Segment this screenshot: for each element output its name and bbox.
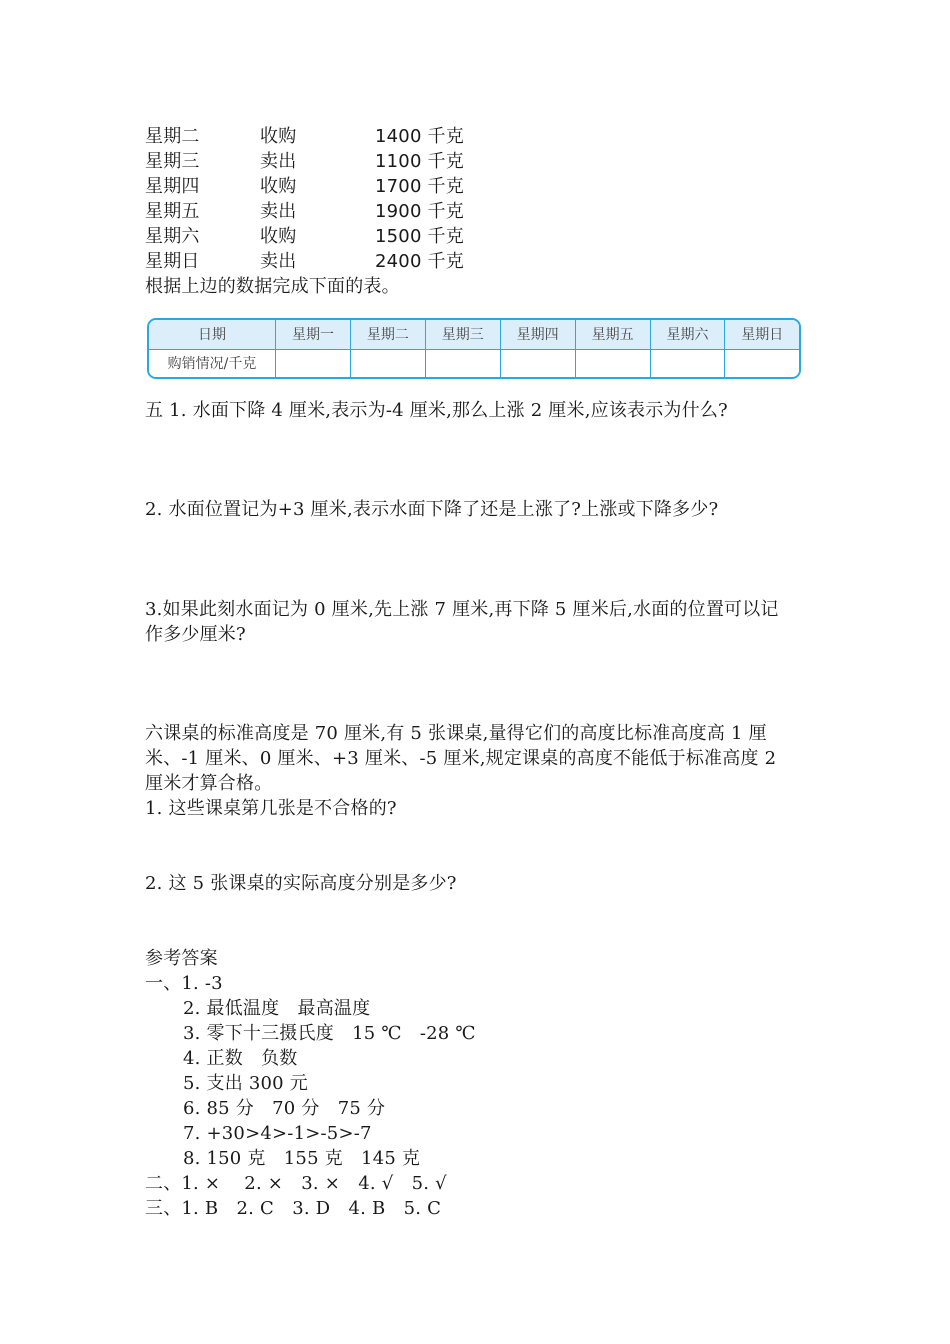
- section5-question-1: 五 1. 水面下降 4 厘米,表示为-4 厘米,那么上涨 2 厘米,应该表示为什么?: [145, 400, 728, 421]
- table-day-header: 星期一: [276, 320, 351, 349]
- table-header-row: [149, 320, 799, 349]
- table-day-header: 星期二: [350, 320, 425, 349]
- answers-part1-item: 4. 正数 负数: [183, 1048, 298, 1069]
- answers-part1-item: 8. 150 克 155 克 145 克: [183, 1148, 421, 1169]
- table-row-label: 购销情况/千克: [149, 349, 276, 377]
- table-day-header: 星期五: [575, 320, 650, 349]
- sales-table: [147, 318, 801, 379]
- table-blank-cell[interactable]: [725, 349, 799, 377]
- record-amount: 1100 千克: [375, 151, 464, 172]
- record-action: 卖出: [260, 251, 297, 272]
- record-amount: 1400 千克: [375, 126, 464, 147]
- answers-part1-item: 5. 支出 300 元: [183, 1073, 308, 1094]
- record-day: 星期二: [145, 126, 200, 147]
- answers-part1-item: 3. 零下十三摄氏度 15 ℃ -28 ℃: [183, 1023, 476, 1044]
- section5-question-3-line1: 3.如果此刻水面记为 0 厘米,先上涨 7 厘米,再下降 5 厘米后,水面的位置可以记: [145, 599, 779, 620]
- table-intro: 根据上边的数据完成下面的表。: [145, 276, 400, 297]
- record-action: 收购: [260, 126, 297, 147]
- section6-question-1: 1. 这些课桌第几张是不合格的?: [145, 798, 397, 819]
- table-day-header: 星期日: [725, 320, 799, 349]
- answers-part1-item: 6. 85 分 70 分 75 分: [183, 1098, 386, 1119]
- table-blank-cell[interactable]: [276, 349, 351, 377]
- record-day: 星期日: [145, 251, 200, 272]
- table-blank-cell[interactable]: [350, 349, 425, 377]
- record-day: 星期五: [145, 201, 200, 222]
- table-day-header: 星期三: [425, 320, 500, 349]
- record-action: 卖出: [260, 151, 297, 172]
- section6-intro-line2: 米、-1 厘米、0 厘米、+3 厘米、-5 厘米,规定课桌的高度不能低于标准高度 2: [145, 748, 777, 769]
- record-action: 收购: [260, 176, 297, 197]
- section5-question-2: 2. 水面位置记为+3 厘米,表示水面下降了还是上涨了?上涨或下降多少?: [145, 499, 719, 520]
- table-day-header: 星期六: [650, 320, 725, 349]
- record-day: 星期四: [145, 176, 200, 197]
- record-amount: 1700 千克: [375, 176, 464, 197]
- table-day-header: 星期四: [500, 320, 575, 349]
- answers-part1-item: 7. +30>4>-1>-5>-7: [183, 1123, 372, 1144]
- record-day: 星期三: [145, 151, 200, 172]
- record-amount: 1500 千克: [375, 226, 464, 247]
- table-corner-cell: 日期: [149, 320, 276, 349]
- answers-part2: 二、1. × 2. × 3. × 4. √ 5. √: [145, 1173, 447, 1194]
- table-blank-cell[interactable]: [575, 349, 650, 377]
- answers-part3: 三、1. B 2. C 3. D 4. B 5. C: [145, 1198, 442, 1219]
- table-blank-cell[interactable]: [500, 349, 575, 377]
- section5-question-3-line2: 作多少厘米?: [145, 624, 246, 645]
- answers-part1-item1: 一、1. -3: [145, 973, 223, 994]
- table-blank-cell[interactable]: [650, 349, 725, 377]
- record-day: 星期六: [145, 226, 200, 247]
- record-action: 卖出: [260, 201, 297, 222]
- table-blank-cell[interactable]: [425, 349, 500, 377]
- table-data-row: [149, 349, 799, 377]
- section6-intro-line3: 厘米才算合格。: [145, 773, 273, 794]
- record-amount: 1900 千克: [375, 201, 464, 222]
- record-action: 收购: [260, 226, 297, 247]
- answers-part1-item: 2. 最低温度 最高温度: [183, 998, 371, 1019]
- section6-intro-line1: 六课桌的标准高度是 70 厘米,有 5 张课桌,量得它们的高度比标准高度高 1 厘: [145, 723, 767, 744]
- section6-question-2: 2. 这 5 张课桌的实际高度分别是多少?: [145, 873, 457, 894]
- answers-title: 参考答案: [145, 948, 218, 969]
- record-amount: 2400 千克: [375, 251, 464, 272]
